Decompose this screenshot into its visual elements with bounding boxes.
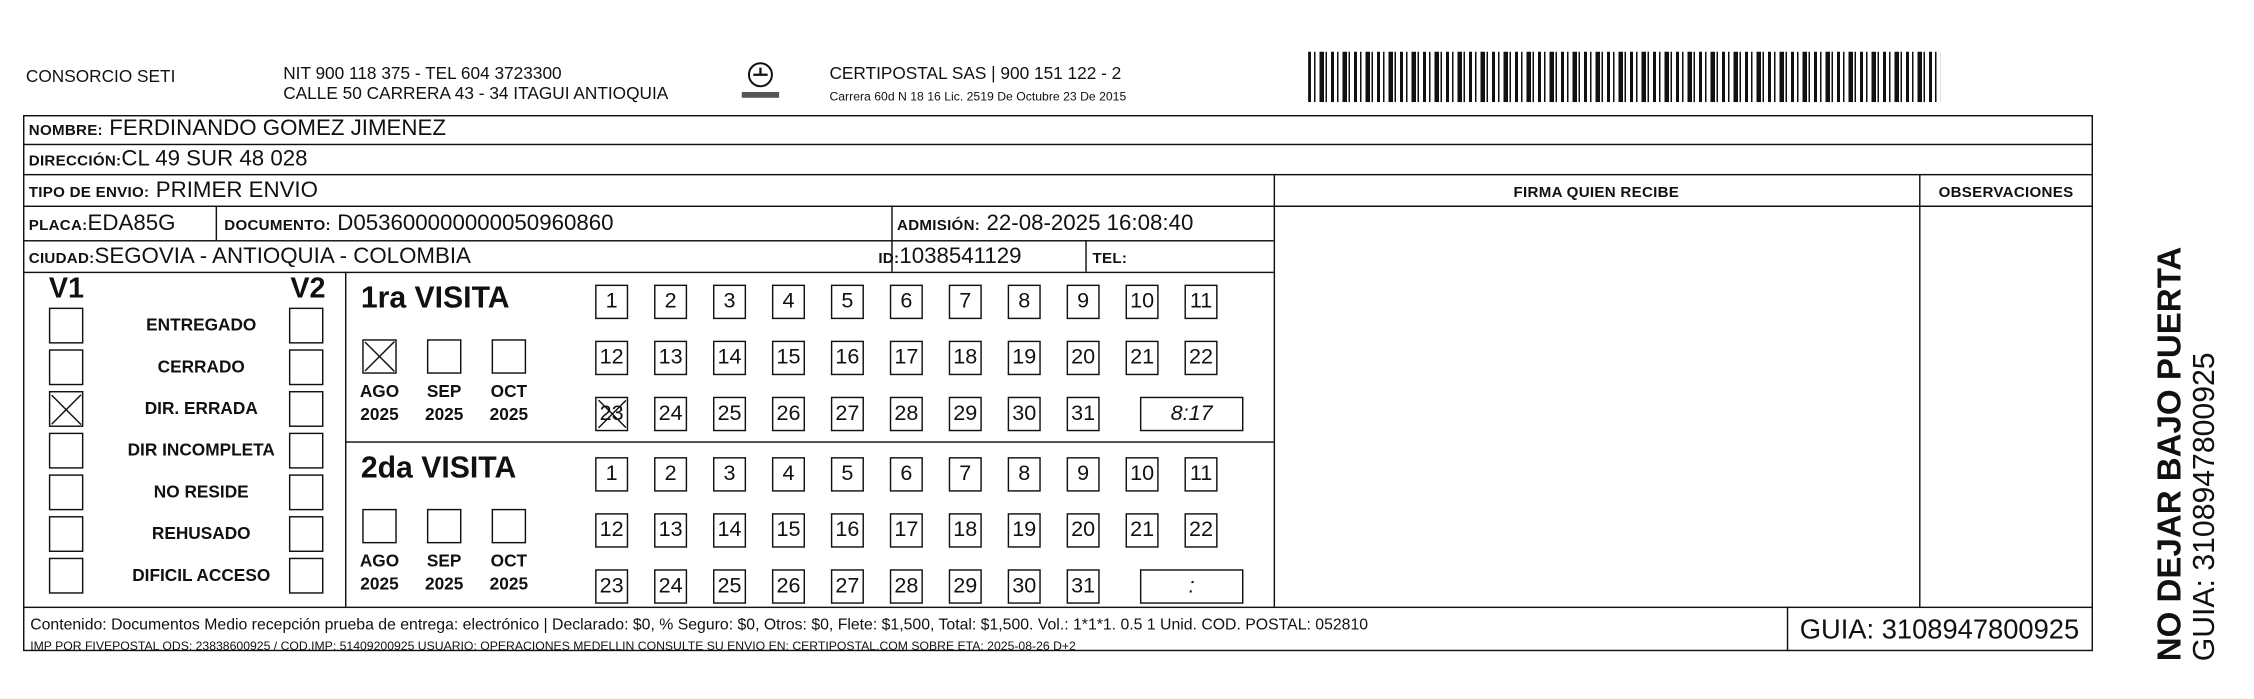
day-box[interactable]: 1 <box>595 457 628 492</box>
day-box[interactable]: 28 <box>890 397 923 432</box>
nombre-row: NOMBRE: FERDINANDO GOMEZ JIMENEZ <box>28 116 446 141</box>
year-label: 2025 <box>489 403 529 425</box>
v1-header: V1 <box>48 273 85 305</box>
time-box[interactable]: : <box>1140 569 1244 604</box>
certipostal-license: Carrera 60d N 18 16 Lic. 2519 De Octubre 23 De 2015 <box>829 89 1127 104</box>
certipostal-nit: CERTIPOSTAL SAS | 900 151 122 - 2 <box>829 63 1122 84</box>
tel-cell: TEL: <box>1092 250 1128 268</box>
tipo-row: TIPO DE ENVIO: PRIMER ENVIO <box>28 178 318 203</box>
side-title: NO DEJAR BAJO PUERTA <box>2150 246 2188 662</box>
year-label: 2025 <box>424 573 464 594</box>
v1-checkbox[interactable] <box>49 349 84 385</box>
day-box[interactable]: 4 <box>772 285 805 320</box>
certipostal-logo-icon <box>736 60 785 103</box>
day-box[interactable]: 31 <box>1067 397 1100 432</box>
month-checkbox[interactable] <box>427 509 462 544</box>
documento-value: D053600000000050960860 <box>337 211 614 236</box>
day-box[interactable]: 18 <box>949 513 982 548</box>
day-box[interactable]: 8 <box>1008 457 1041 492</box>
month-label: OCT <box>490 550 528 571</box>
year-label: 2025 <box>360 573 399 594</box>
day-box[interactable]: 25 <box>713 569 746 604</box>
month-checkbox[interactable] <box>362 509 397 544</box>
day-box[interactable]: 20 <box>1067 513 1100 548</box>
time-box[interactable]: 8:17 <box>1140 397 1244 432</box>
day-box[interactable]: 3 <box>713 285 746 320</box>
v1-checkbox[interactable] <box>49 433 84 469</box>
month-checkbox[interactable] <box>492 509 527 544</box>
day-box[interactable]: 6 <box>890 285 923 320</box>
guia-box: GUIA: 3108947800925 <box>1799 615 2080 646</box>
day-box[interactable]: 13 <box>654 513 687 548</box>
firma-header: FIRMA QUIEN RECIBE <box>1513 184 1680 202</box>
day-box[interactable]: 30 <box>1008 397 1041 432</box>
reason-label: CERRADO <box>157 356 245 377</box>
day-box[interactable]: 16 <box>831 513 864 548</box>
day-box[interactable]: 10 <box>1126 285 1159 320</box>
placa-value: EDA85G <box>87 211 176 236</box>
footer-content: Contenido: Documentos Medio recepción prueba de entrega: electrónico | Declarado: $0, % Seguro: $0, Otros: $0, Flete: $1,500, Total: $1,500. Vol.: 1*1*1. 0.5 1 Unid. COD. POSTAL: 052810 <box>30 616 1369 634</box>
day-box[interactable]: 22 <box>1185 513 1218 548</box>
day-box[interactable]: 5 <box>831 285 864 320</box>
day-box[interactable]: 19 <box>1008 341 1041 376</box>
day-box[interactable]: 29 <box>949 569 982 604</box>
day-box[interactable]: 19 <box>1008 513 1041 548</box>
day-box[interactable]: 25 <box>713 397 746 432</box>
barcode <box>1308 52 1941 102</box>
month-label: SEP <box>426 380 462 402</box>
observaciones-header: OBSERVACIONES <box>1938 184 2074 202</box>
placa-cell: PLACA:EDA85G <box>28 211 176 236</box>
day-box[interactable]: 2 <box>654 457 687 492</box>
v1-checkbox[interactable] <box>49 474 84 510</box>
day-box[interactable]: 1 <box>595 285 628 320</box>
day-box[interactable]: 28 <box>890 569 923 604</box>
reason-label: DIR INCOMPLETA <box>127 439 275 460</box>
month-label: AGO <box>359 550 400 571</box>
day-box[interactable]: 18 <box>949 341 982 376</box>
year-label: 2025 <box>489 573 529 594</box>
day-box[interactable]: 4 <box>772 457 805 492</box>
reason-label: DIFICIL ACCESO <box>132 564 271 586</box>
v1-checkbox[interactable] <box>49 391 84 427</box>
id-cell: ID:1038541129 <box>878 244 1022 269</box>
direccion-row: DIRECCIÓN:CL 49 SUR 48 028 <box>28 146 308 172</box>
day-box[interactable]: 31 <box>1067 569 1100 604</box>
month-label: AGO <box>359 380 400 402</box>
reason-label: REHUSADO <box>151 523 251 544</box>
side-label <box>2151 247 2223 662</box>
day-box[interactable]: 9 <box>1067 457 1100 492</box>
first-visit-title: 1ra VISITA <box>360 281 510 315</box>
month-checkbox[interactable] <box>362 339 397 374</box>
day-box[interactable]: 24 <box>654 569 687 604</box>
day-box[interactable]: 30 <box>1008 569 1041 604</box>
v1-checkbox[interactable] <box>49 516 84 552</box>
day-box[interactable]: 9 <box>1067 285 1100 320</box>
day-box[interactable]: 27 <box>831 397 864 432</box>
day-box[interactable]: 20 <box>1067 341 1100 376</box>
reason-label: DIR. ERRADA <box>144 398 258 419</box>
month-checkbox[interactable] <box>492 339 527 374</box>
admision-value: 22-08-2025 16:08:40 <box>986 211 1194 236</box>
id-value: 1038541129 <box>899 244 1022 269</box>
day-box[interactable]: 29 <box>949 397 982 432</box>
day-box[interactable]: 7 <box>949 285 982 320</box>
day-box[interactable]: 13 <box>654 341 687 376</box>
day-box[interactable]: 10 <box>1126 457 1159 492</box>
tipo-value: PRIMER ENVIO <box>155 178 318 203</box>
day-box[interactable]: 11 <box>1185 457 1218 492</box>
second-visit-title: 2da VISITA <box>360 451 517 485</box>
footer-imp: IMP POR FIVEPOSTAL ODS: 23838600925 / COD.IMP: 51409200925 USUARIO: OPERACIONES MEDELLIN CONSULTE SU ENVIO EN: CERTIPOSTAL.COM SOBRE ETA: 2025-08-26 D+2 <box>30 638 1076 653</box>
day-box[interactable]: 5 <box>831 457 864 492</box>
day-box[interactable]: 3 <box>713 457 746 492</box>
day-box[interactable]: 27 <box>831 569 864 604</box>
day-box[interactable]: 26 <box>772 397 805 432</box>
year-label: 2025 <box>424 403 464 425</box>
day-box[interactable]: 16 <box>831 341 864 376</box>
ciudad-cell: CIUDAD:SEGOVIA - ANTIOQUIA - COLOMBIA <box>28 244 471 269</box>
day-box[interactable]: 12 <box>595 341 628 376</box>
month-label: SEP <box>426 550 462 571</box>
day-box[interactable]: 23 <box>595 397 628 432</box>
day-box[interactable]: 7 <box>949 457 982 492</box>
day-box[interactable]: 17 <box>890 513 923 548</box>
v1-checkbox[interactable] <box>49 558 84 594</box>
day-box[interactable]: 2 <box>654 285 687 320</box>
company-nit: NIT 900 118 375 - TEL 604 3723300 <box>283 63 562 84</box>
documento-cell: DOCUMENTO: D053600000000050960860 <box>224 211 614 236</box>
year-label: 2025 <box>360 403 399 425</box>
day-box[interactable]: 8 <box>1008 285 1041 320</box>
day-box[interactable]: 22 <box>1185 341 1218 376</box>
v1-checkbox[interactable] <box>49 308 84 344</box>
day-box[interactable]: 15 <box>772 341 805 376</box>
day-box[interactable]: 23 <box>595 569 628 604</box>
side-guia: GUIA: 3108947800925 <box>2187 352 2221 662</box>
day-box[interactable]: 26 <box>772 569 805 604</box>
v2-header: V2 <box>290 273 326 305</box>
company-address: CALLE 50 CARRERA 43 - 34 ITAGUI ANTIOQUIA <box>283 83 669 104</box>
company-name: CONSORCIO SETI <box>25 66 176 87</box>
reason-label: ENTREGADO <box>146 314 257 335</box>
day-box[interactable]: 17 <box>890 341 923 376</box>
day-box[interactable]: 24 <box>654 397 687 432</box>
direccion-value: CL 49 SUR 48 028 <box>121 146 308 172</box>
admision-cell: ADMISIÓN: 22-08-2025 16:08:40 <box>897 211 1194 236</box>
day-box[interactable]: 14 <box>713 341 746 376</box>
day-box[interactable]: 21 <box>1126 513 1159 548</box>
day-box[interactable]: 14 <box>713 513 746 548</box>
day-box[interactable]: 21 <box>1126 341 1159 376</box>
nombre-value: FERDINANDO GOMEZ JIMENEZ <box>109 116 446 141</box>
day-box[interactable]: 11 <box>1185 285 1218 320</box>
day-box[interactable]: 6 <box>890 457 923 492</box>
reason-label: NO RESIDE <box>153 481 249 502</box>
day-box[interactable]: 15 <box>772 513 805 548</box>
ciudad-value: SEGOVIA - ANTIOQUIA - COLOMBIA <box>94 244 471 269</box>
month-label: OCT <box>490 380 528 402</box>
month-checkbox[interactable] <box>427 339 462 374</box>
day-box[interactable]: 12 <box>595 513 628 548</box>
